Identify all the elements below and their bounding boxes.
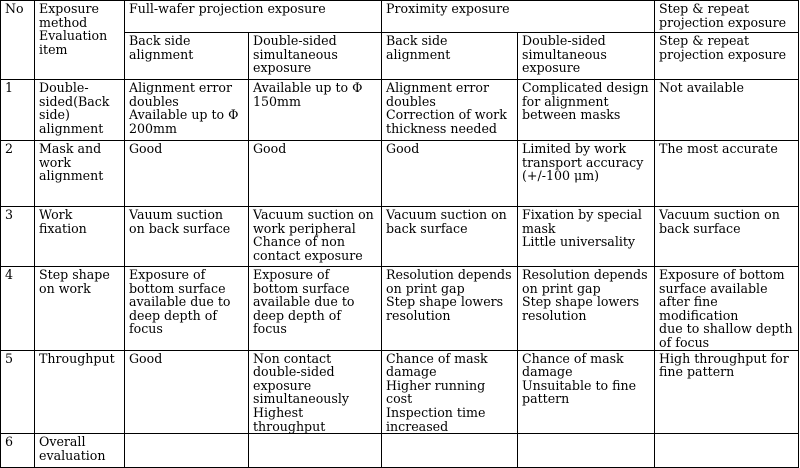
cell-px-double: Complicated design for alignment between masks [518,80,655,141]
cell-step-repeat: Exposure of bottom surface available after fine modification due to shallow depth of focus [655,267,799,351]
row-item: Overall evaluation [35,434,125,468]
row-item: Throughput [35,350,125,434]
cell-fw-double: Exposure of bottom surface available due to deep depth of focus [249,267,382,351]
table-row [1,80,799,141]
cell-px-back: Chance of mask damage Higher running cost Inspection time increased [382,350,518,434]
row-no: 4 [1,267,35,351]
table-row [1,207,799,267]
cell-px-double [518,434,655,468]
header-no: No [1,1,35,80]
cell-fw-back: Vauum suction on back surface [125,207,249,267]
cell-fw-back: Exposure of bottom surface available due to deep depth of focus [125,267,249,351]
cell-fw-double [249,434,382,468]
cell-px-back: Alignment error doubles Correction of work thickness needed [382,80,518,141]
subheader-px-double-sided: Double-sided simultaneous exposure [518,33,655,80]
row-no: 2 [1,141,35,207]
row-item: Step shape on work [35,267,125,351]
row-item: Double- sided(Back side) alignment [35,80,125,141]
cell-step-repeat: The most accurate [655,141,799,207]
header-full-wafer-projection: Full-wafer projection exposure [125,1,382,33]
cell-px-double: Limited by work transport accuracy (+/-100 μm) [518,141,655,207]
table-row [1,350,799,434]
row-no: 3 [1,207,35,267]
cell-fw-double: Vacuum suction on work peripheral Chance of non contact exposure [249,207,382,267]
header-evaluation-item: Exposure method Evaluation item [35,1,125,80]
table-row [1,267,799,351]
cell-px-back [382,434,518,468]
cell-px-double: Chance of mask damage Unsuitable to fine pattern [518,350,655,434]
table-row [1,141,799,207]
cell-step-repeat: Vacuum suction on back surface [655,207,799,267]
cell-px-double: Fixation by special mask Little universality [518,207,655,267]
subheader-fw-double-sided: Double-sided simultaneous exposure [249,33,382,80]
subheader-step-repeat: Step & repeat projection exposure [655,33,799,80]
cell-step-repeat [655,434,799,468]
cell-step-repeat: High throughput for fine pattern [655,350,799,434]
cell-fw-double: Good [249,141,382,207]
cell-fw-double: Non contact double-sided exposure simultaneously Highest throughput [249,350,382,434]
row-no: 5 [1,350,35,434]
cell-px-back: Good [382,141,518,207]
row-no: 6 [1,434,35,468]
header-step-repeat: Step & repeat projection exposure [655,1,799,33]
subheader-fw-back-side: Back side alignment [125,33,249,80]
cell-fw-back: Good [125,350,249,434]
cell-fw-back [125,434,249,468]
header-proximity-exposure: Proximity exposure [382,1,655,33]
cell-px-back: Vacuum suction on back surface [382,207,518,267]
table-row [1,434,799,468]
cell-fw-back: Good [125,141,249,207]
cell-fw-double: Available up to Φ 150mm [249,80,382,141]
cell-fw-back: Alignment error doubles Available up to Φ 200mm [125,80,249,141]
cell-px-back: Resolution depends on print gap Step shape lowers resolution [382,267,518,351]
header-row-top [1,1,799,33]
cell-step-repeat: Not available [655,80,799,141]
row-item: Mask and work alignment [35,141,125,207]
row-no: 1 [1,80,35,141]
row-item: Work fixation [35,207,125,267]
subheader-px-back-side: Back side alignment [382,33,518,80]
cell-px-double: Resolution depends on print gap Step shape lowers resolution [518,267,655,351]
